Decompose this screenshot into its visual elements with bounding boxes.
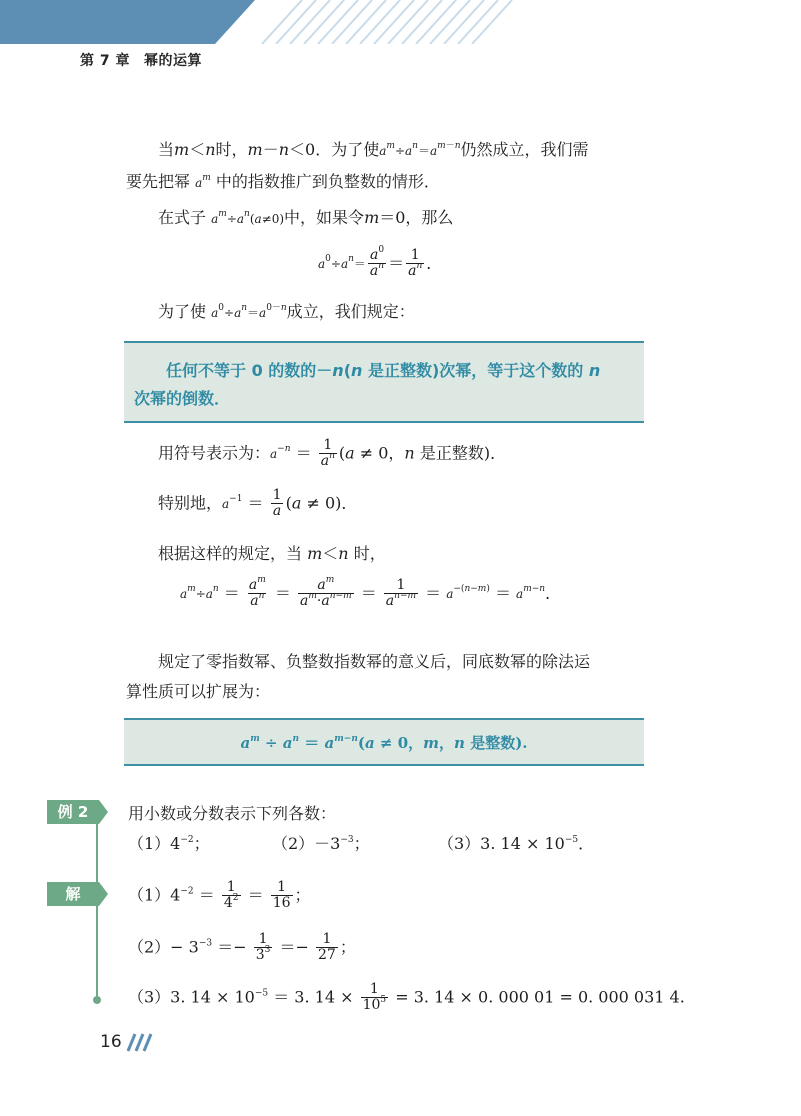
chapter-number: 第 7 章 bbox=[80, 53, 130, 69]
quotient-rule: $a^m \div a^n = a^{m-n}(a \ne 0$，m，n 是整数). bbox=[240, 734, 528, 752]
solution-1: $(1)4^{-2}$ ＝ $\frac{1}{4^2}$ ＝ $\frac{1}{16}$ ； bbox=[128, 879, 311, 912]
derivation-intro: 根据这样的规定，当 m＜n 时， bbox=[158, 544, 386, 563]
definition-line-2: 次幂的倒数． bbox=[134, 389, 231, 408]
page-number: 16 bbox=[100, 1032, 122, 1052]
question-1: $(1)4^{-2}$； bbox=[128, 834, 210, 853]
extension-line-2: 算性质可以扩展为： bbox=[126, 682, 271, 701]
question-3: （3）3. $14 \times 10^{-5}$． bbox=[438, 834, 595, 853]
example-prompt: 用小数或分数表示下列各数： bbox=[128, 804, 337, 823]
paragraph-1-line-1: 当m＜n时，m－n＜0．为了使$a^m\div a^n=a^{m-n}$仍然成立，我们需 bbox=[158, 140, 589, 159]
solution-tag: 解 bbox=[47, 882, 99, 906]
derivation-equation: $a^m\div a^n$ ＝ $\frac{a^m}{a^n}$ ＝ $\frac{a^m}{a^m\cdot a^{n-m}}$ ＝ $\frac{1}{a^{n-m}}$ ＝ $a^{-(n-m)} = a^{m-n}$． bbox=[180, 575, 562, 610]
page-number-decoration bbox=[126, 1032, 154, 1052]
paragraph-2: 在式子 $a^m\div a^n(a\ne 0)$中，如果令m＝0，那么 bbox=[158, 208, 454, 227]
chapter-heading bbox=[80, 50, 202, 70]
example-rail bbox=[96, 824, 98, 1000]
quotient-rule-box bbox=[124, 718, 644, 766]
paragraph-1-line-2: 要先把幂 $a^m$ 中的指数推广到负整数的情形． bbox=[126, 172, 440, 191]
special-case: 特别地，$a^{-1}$ ＝ $\frac{1}{a}$ (a ≠ 0)． bbox=[158, 487, 358, 520]
example-tag: 例 2 bbox=[47, 800, 99, 824]
solution-3: （3）3. $14 \times 10^{-5} = 3$. 14 × $\frac{1}{10^5}$ = 3. 14 × 0. 000 01 = 0. 000 031 4. bbox=[128, 981, 685, 1014]
paragraph-3: 为了使 $a^0\div a^n=a^{0-n}$成立，我们规定： bbox=[158, 302, 415, 321]
definition-box bbox=[124, 341, 644, 423]
solution-2: $(2)- 3^{-3}$ ＝− $\frac{1}{3^3}$ ＝− $\frac{1}{27}$ ； bbox=[128, 931, 356, 964]
symbolic-definition: 用符号表示为：$a^{-n}$ ＝ $\frac{1}{a^n}$ (a ≠ 0，n 是正整数)． bbox=[158, 437, 507, 470]
definition-line-1: 任何不等于 0 的数的－n(n 是正整数)次幂，等于这个数的 n bbox=[166, 361, 601, 380]
header-banner bbox=[0, 0, 801, 44]
extension-line-1: 规定了零指数幂、负整数指数幂的意义后，同底数幂的除法运 bbox=[158, 652, 591, 671]
equation-zero-exponent: $a^0\div a^n=$ $\frac{a^0}{a^n}$ ＝ $\frac{1}{a^n}$ ． bbox=[318, 245, 443, 280]
example-rail-end bbox=[93, 996, 101, 1004]
question-2: $(2)-3^{-3}$； bbox=[272, 834, 370, 853]
chapter-title: 幂的运算 bbox=[144, 53, 202, 69]
